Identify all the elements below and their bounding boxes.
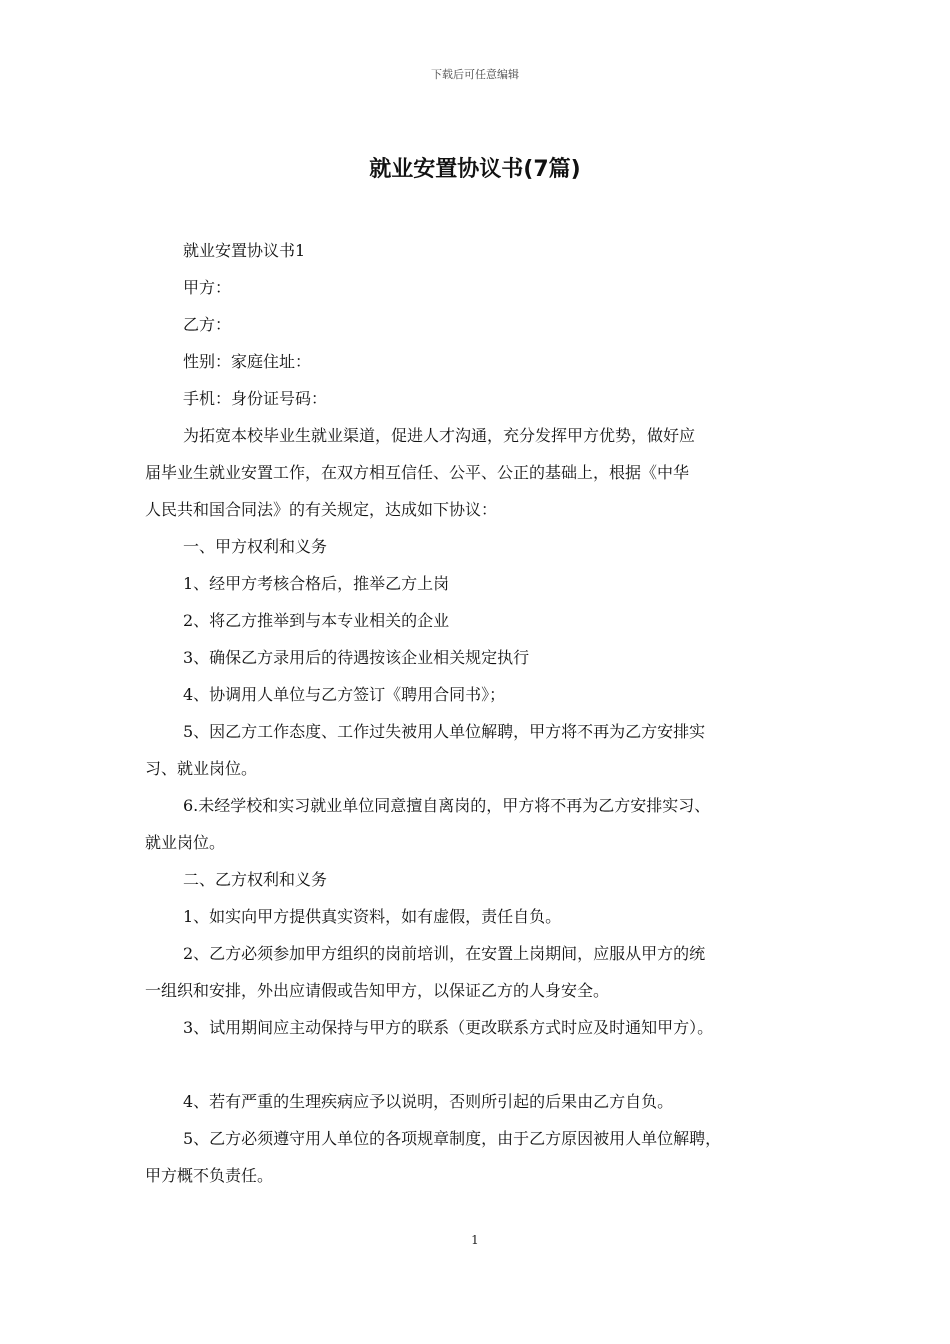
party-a-line: 甲方： <box>183 278 232 297</box>
section-heading-party-b: 二、乙方权利和义务 <box>183 870 328 889</box>
section-heading-party-a: 一、甲方权利和义务 <box>183 537 328 556</box>
clause-line: 6.未经学校和实习就业单位同意擅自离岗的，甲方将不再为乙方安排实习、 <box>183 796 711 815</box>
clause-line: 1、如实向甲方提供真实资料，如有虚假，责任自负。 <box>183 907 562 926</box>
clause-line: 2、乙方必须参加甲方组织的岗前培训，在安置上岗期间，应服从甲方的统 <box>183 944 706 963</box>
intro-paragraph-line: 届毕业生就业安置工作，在双方相互信任、公平、公正的基础上，根据《中华 <box>145 463 690 482</box>
clause-line: 3、试用期间应主动保持与甲方的联系（更改联系方式时应及时通知甲方）。 <box>183 1018 714 1037</box>
clause-line: 3、确保乙方录用后的待遇按该企业相关规定执行 <box>183 648 530 667</box>
clause-line: 1、经甲方考核合格后，推举乙方上岗 <box>183 574 450 593</box>
clause-line: 就业岗位。 <box>145 833 226 852</box>
document-body <box>145 232 810 1194</box>
agreement-heading: 就业安置协议书1 <box>183 241 306 260</box>
clause-line: 5、因乙方工作态度、工作过失被用人单位解聘，甲方将不再为乙方安排实 <box>183 722 706 741</box>
clause-line: 5、乙方必须遵守用人单位的各项规章制度，由于乙方原因被用人单位解聘， <box>183 1129 722 1148</box>
header-note: 下载后可任意编辑 <box>431 68 519 81</box>
clause-line: 4、协调用人单位与乙方签订《聘用合同书》； <box>183 685 506 704</box>
party-b-line: 乙方： <box>183 315 232 334</box>
clause-line: 习、就业岗位。 <box>145 759 258 778</box>
gender-address-line: 性别：家庭住址： <box>183 352 312 371</box>
clause-line: 甲方概不负责任。 <box>145 1166 274 1185</box>
intro-paragraph-line: 为拓宽本校毕业生就业渠道，促进人才沟通，充分发挥甲方优势，做好应 <box>183 426 696 445</box>
page-number: 1 <box>471 1233 479 1247</box>
clause-line: 一组织和安排，外出应请假或告知甲方，以保证乙方的人身安全。 <box>145 981 610 1000</box>
blank-line <box>145 1046 810 1083</box>
phone-id-line: 手机：身份证号码： <box>183 389 328 408</box>
document-title: 就业安置协议书(7篇) <box>369 157 581 182</box>
intro-paragraph-line: 人民共和国合同法》的有关规定，达成如下协议： <box>145 500 498 519</box>
clause-line: 2、将乙方推举到与本专业相关的企业 <box>183 611 450 630</box>
clause-line: 4、若有严重的生理疾病应予以说明，否则所引起的后果由乙方自负。 <box>183 1092 674 1111</box>
